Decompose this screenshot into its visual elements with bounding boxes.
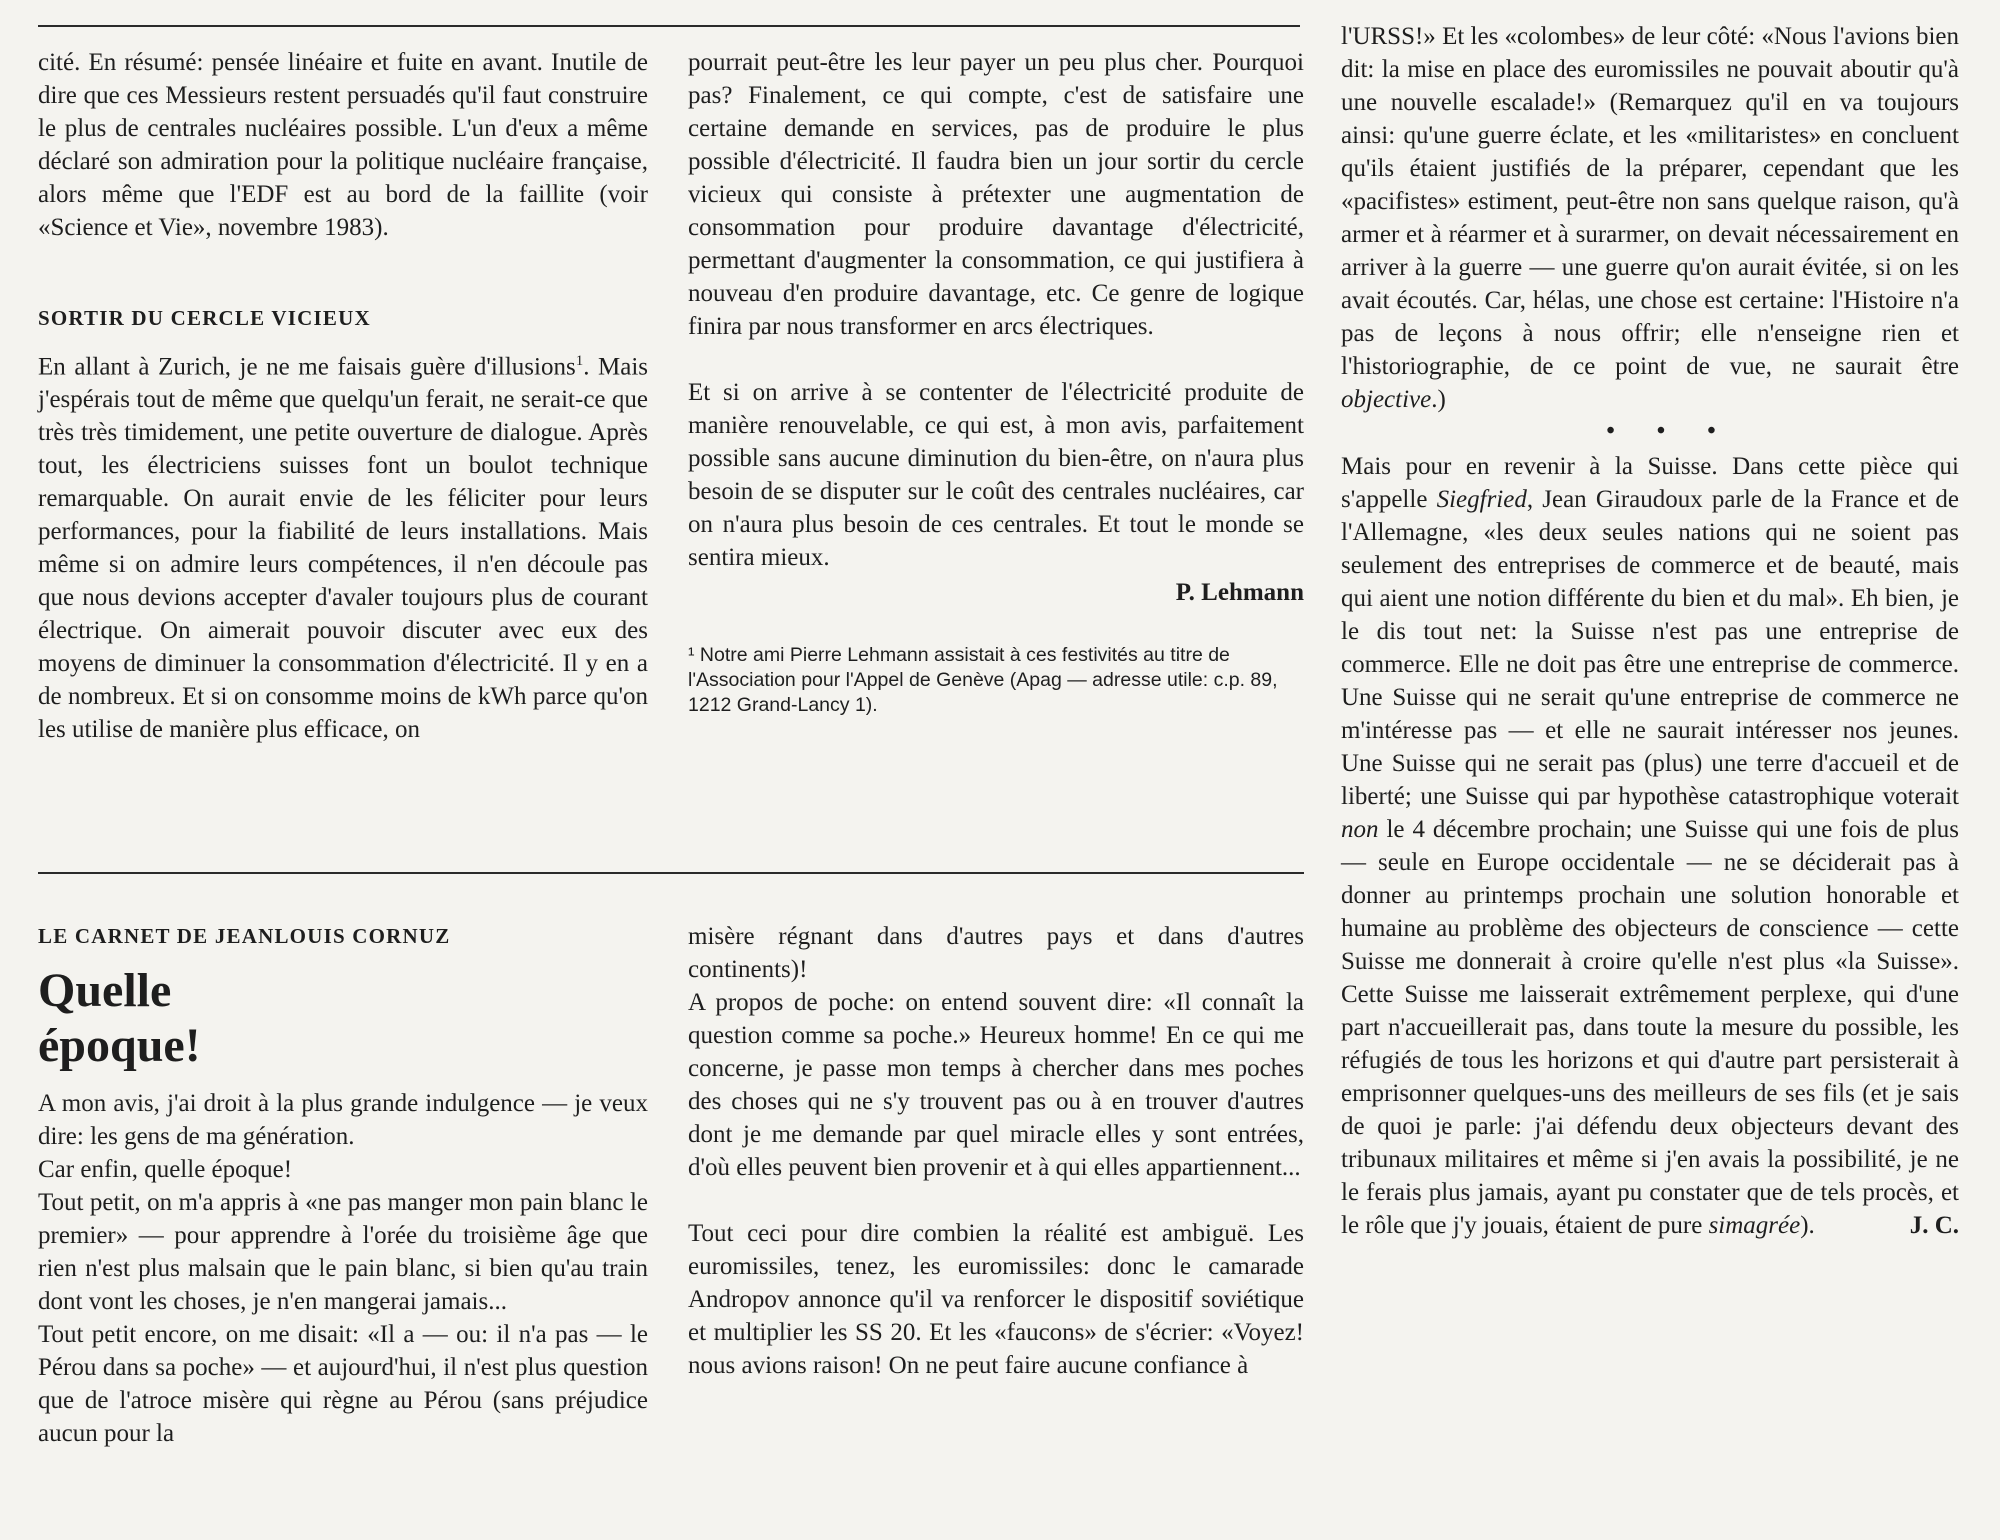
paragraph	[1341, 450, 1959, 1242]
footnote: ¹ Notre ami Pierre Lehmann assistait à ces festivités au titre de l'Association pour l'Appel de Genève (Apag — adresse utile: c.p. 89, 1212 Grand-Lancy 1).	[688, 644, 1278, 716]
italic-word: Siegfried	[1436, 486, 1527, 513]
paragraph-text: En allant à Zurich, je ne me faisais guère d'illusions	[38, 353, 576, 381]
italic-word: simagrée	[1708, 1212, 1801, 1239]
paragraph-text: Mais pour en revenir à la Suisse. Dans cette pièce qui s'appelle	[1341, 453, 1959, 513]
column-kicker: LE CARNET DE JEANLOUIS CORNUZ	[38, 924, 451, 948]
article-title-line-1: Quelle	[38, 964, 172, 1017]
paragraph-text: . Mais j'espérais tout de même que quelqu'un ferait, ne serait-ce que très très timidement, une petite ouverture de dialogue. Après tout, les électriciens suisses font un boulot technique remarquable. On aurait envie de les féliciter pour leurs performances, pour la fiabilité de leurs installations. Mais même si on admire leurs compétences, il n'en découle pas que nous devions accepter d'avaler toujours plus de courant électrique. On aimerait pouvoir discuter avec eux des moyens de diminuer la consommation d'électricité. Il y en a de nombreux. Et si on consomme moins de kWh parce qu'on les utilise de manière plus efficace, on	[38, 353, 649, 744]
paragraph: A mon avis, j'ai droit à la plus grande indulgence — je veux dire: les gens de ma génération.	[38, 1090, 648, 1150]
italic-word: non	[1341, 816, 1379, 843]
paragraph: Tout petit, on m'a appris à «ne pas manger mon pain blanc le premier» — pour apprendre à l'orée du troisième âge que rien n'est plus malsain que le pain blanc, si bien qu'au train dont vont les choses, je n'en mangerai jamais...	[38, 1189, 648, 1315]
paragraph-text: , Jean Giraudoux parle de la France et de l'Allemagne, «les deux seules nations qui ne soient pas seulement des entreprises de commerce et de beauté, mais qui aient une notion différente du bien et du mal». Eh bien, je le dis tout net: la Suisse n'est pas une entreprise de commerce. Elle ne doit pas être une entreprise de commerce. Une Suisse qui ne serait qu'une entreprise de commerce ne m'intéresse pas — et elle ne saurait intéresser nos jeunes. Une Suisse qui ne serait pas (plus) une terre d'accueil et de liberté; une Suisse qui par hypothèse catastrophique voterait	[1341, 486, 1959, 810]
paragraph: cité. En résumé: pensée linéaire et fuite en avant. Inutile de dire que ces Messieurs restent persuadés qu'il faut construire le plus de centrales nucléaires possible. L'un d'eux a même déclaré son admiration pour la politique nucléaire française, alors même que l'EDF est au bord de la faillite (voir «Science et Vie», novembre 1983).	[38, 49, 648, 241]
footnote-mark: 1	[575, 353, 584, 369]
article-cornuz-column-3	[1341, 20, 1959, 1242]
paragraph	[38, 345, 648, 746]
paragraph: Car enfin, quelle époque!	[38, 1156, 293, 1183]
paragraph: misère régnant dans d'autres pays et dans d'autres continents)!	[688, 923, 1304, 983]
middle-rule	[38, 872, 1304, 874]
paragraph: pourrait peut-être les leur payer un peu plus cher. Pourquoi pas? Finalement, ce qui compte, c'est de satisfaire une certaine demande en services, pas de produire le plus possible d'électricité. Il faudra bien un jour sortir du cercle vicieux qui consiste à prétexter une augmentation de consommation pour produire davantage d'électricité, permettant d'augmenter la consommation, ce qui justifiera à nouveau d'en produire davantage, etc. Ce genre de logique finira par nous transformer en arcs électriques.	[688, 49, 1304, 340]
article-lehmann-column-2	[688, 46, 1304, 718]
paragraph: Tout petit encore, on me disait: «Il a — ou: il n'a pas — le Pérou dans sa poche» — et aujourd'hui, il n'est plus question que de l'atroce misère qui règne au Pérou (sans préjudice aucun pour la	[38, 1321, 648, 1447]
paragraph: A propos de poche: on entend souvent dire: «Il connaît la question comme sa poche.» Heureux homme! En ce qui me concerne, je passe mon temps à chercher dans mes poches des choses qui ne s'y trouvent pas ou à en trouver d'autres dont je me demande par quel miracle elles y sont entrées, d'où elles peuvent bien provenir et à qui elles appartiennent...	[688, 989, 1304, 1181]
italic-word: objective	[1341, 386, 1432, 413]
section-heading: SORTIR DU CERCLE VICIEUX	[38, 306, 371, 330]
author-signature: J. C.	[1909, 1212, 1959, 1239]
article-cornuz-column-2	[688, 920, 1304, 1382]
paragraph-text: ).	[1800, 1212, 1815, 1239]
paragraph	[1341, 20, 1959, 416]
article-lehmann-column-1	[38, 46, 648, 746]
author-signature: P. Lehmann	[1175, 579, 1304, 606]
paragraph: Et si on arrive à se contenter de l'électricité produite de manière renouvelable, ce qui est, à mon avis, parfaitement possible sans aucune diminution du bien-être, on n'aura plus besoin de se disputer sur le coût des centrales nucléaires, car on n'aura plus besoin de ces centrales. Et tout le monde se sentira mieux.	[688, 379, 1304, 571]
section-separator: • • •	[1606, 418, 1734, 444]
article-cornuz-column-1	[38, 920, 648, 1450]
top-rule	[38, 25, 1300, 27]
paragraph-text: .)	[1431, 386, 1446, 413]
paragraph-text: le 4 décembre prochain; une Suisse qui une fois de plus — seule en Europe occidentale — ne se déciderait pas à donner au printemps prochain une solution honorable et humaine au problème des objecteurs de conscience — cette Suisse me donnerait à croire qu'elle n'est plus «la Suisse». Cette Suisse me laisserait extrêmement perplexe, qui d'une part n'accueillerait pas, dans toute la mesure du possible, les réfugiés de tous les horizons et qui d'autre part persisterait à emprisonner quelques-uns des meilleurs de ses fils (et je sais de quoi je parle: j'ai défendu deux objecteurs devant des tribunaux militaires et même si j'en avais la possibilité, je ne le ferais plus jamais, ayant pu constater que de tels procès, et le rôle que j'y jouais, étaient de pure	[1341, 816, 1959, 1239]
article-title-line-2: époque!	[38, 1019, 201, 1072]
paragraph-text: l'URSS!» Et les «colombes» de leur côté: «Nous l'avions bien dit: la mise en place des euromissiles ne pouvait aboutir qu'à une nouvelle escalade!» (Remarquez qu'il en va toujours ainsi: qu'une guerre éclate, et les «militaristes» en concluent qu'ils étaient justifiés de la préparer, cependant que les «pacifistes» estiment, peut-être non sans quelque raison, qu'à armer et à réarmer et à surarmer, on devait nécessairement en arriver à la guerre — une guerre qu'on aurait évitée, si on les avait écoutés. Car, hélas, une chose est certaine: l'Histoire n'a pas de leçons à nous offrir; elle n'enseigne rien et l'historiographie, de ce point de vue, ne saurait être	[1341, 23, 1959, 380]
paragraph: Tout ceci pour dire combien la réalité est ambiguë. Les euromissiles, tenez, les euromissiles: donc le camarade Andropov annonce qu'il va renforcer le dispositif soviétique et multiplier les SS 20. Et les «faucons» de s'écrier: «Voyez! nous avions raison! On ne peut faire aucune confiance à	[688, 1220, 1304, 1379]
